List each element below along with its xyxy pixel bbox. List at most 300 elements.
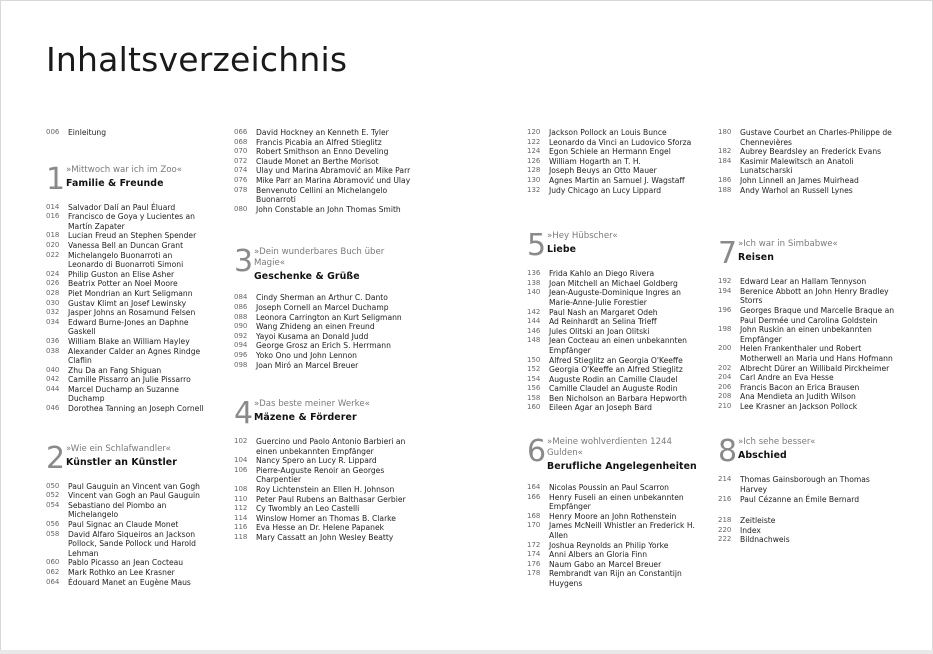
toc-entry: [527, 384, 705, 394]
chapter-title: Abschied: [738, 450, 787, 462]
toc-page-number: 172: [527, 540, 541, 549]
toc-entry: [234, 128, 412, 138]
toc-entry-text: Joseph Beuys an Otto Mauer: [549, 166, 657, 176]
toc-page-number: 056: [46, 520, 60, 529]
chapter-subtitle: »Mittwoch war ich im Zoo«: [66, 164, 182, 175]
chapter-title: Liebe: [547, 244, 577, 256]
toc-entry-text: John Linnell an James Muirhead: [740, 175, 859, 185]
toc-entry: [46, 404, 206, 414]
toc-entry-text: Paul Nash an Margaret Odeh: [549, 307, 658, 317]
toc-page-number: 192: [718, 277, 732, 286]
toc-page-number: 032: [46, 308, 60, 317]
toc-entry-text: Camille Pissarro an Julie Pissarro: [68, 375, 191, 385]
toc-page-number: 016: [46, 212, 60, 221]
chapter-8-list: [718, 475, 896, 504]
toc-entry-text: Jean-Auguste-Dominique Ingres an Marie-Anne-Julie Forestier: [549, 288, 681, 307]
toc-entry: [527, 403, 705, 413]
toc-entry: [234, 166, 412, 176]
toc-entry-text: William Blake an William Hayley: [68, 336, 190, 346]
toc-entry: [527, 279, 705, 289]
toc-entry-text: Eva Hesse an Dr. Helene Papanek: [256, 523, 385, 533]
toc-entry-text: Joshua Reynolds an Philip Yorke: [549, 540, 669, 550]
toc-entry-text: Gustave Courbet an Charles-Philippe de Chennevières: [740, 128, 892, 147]
toc-page-number: 144: [527, 317, 541, 326]
toc-entry: [718, 495, 896, 505]
toc-entry-text: Yoko Ono und John Lennon: [256, 350, 357, 360]
toc-entry-text: Zeitleiste: [740, 516, 776, 526]
toc-page-number: 182: [718, 147, 732, 156]
toc-page-number: 086: [234, 302, 248, 311]
toc-page-number: 120: [527, 128, 541, 136]
toc-entry-text: Agnes Martin an Samuel J. Wagstaff: [549, 175, 685, 185]
toc-entry-text: Pablo Picasso an Jean Cocteau: [68, 558, 184, 568]
toc-entry-text: Yayoi Kusama an Donald Judd: [256, 331, 369, 341]
toc-entry-text: Ana Mendieta an Judith Wilson: [740, 392, 856, 402]
toc-entry-text: Paul Signac an Claude Monet: [68, 520, 179, 530]
toc-entry-text: Leonora Carrington an Kurt Seligmann: [256, 312, 402, 322]
chapter-7-heading: [718, 236, 896, 272]
chapter-number: 8: [718, 434, 738, 470]
toc-page-number: 104: [234, 456, 248, 465]
toc-entry-text: Mary Cassatt an John Wesley Beatty: [256, 533, 394, 543]
toc-entry: [46, 203, 206, 213]
toc-entry-text: Frida Kahlo an Diego Rivera: [549, 269, 655, 279]
toc-page-number: 168: [527, 511, 541, 520]
toc-entry: [46, 491, 206, 501]
toc-column-1: [46, 128, 206, 587]
toc-page-number: 222: [718, 535, 732, 544]
toc-entry: [234, 322, 412, 332]
page-bottom-edge: [0, 650, 933, 654]
toc-page-number: 080: [234, 204, 248, 213]
toc-page-number: 040: [46, 365, 60, 374]
toc-entry-text: Albrecht Dürer an Willibald Pirckheimer: [740, 363, 890, 373]
toc-page-number: 072: [234, 156, 248, 165]
toc-page-number: 098: [234, 360, 248, 369]
toc-page-number: 094: [234, 341, 248, 350]
toc-page-number: 208: [718, 392, 732, 401]
chapter-4-heading: [234, 396, 412, 432]
chapter-number: 6: [527, 434, 547, 470]
toc-page-number: 180: [718, 128, 732, 136]
toc-page-number: 030: [46, 298, 60, 307]
chapter-title: Familie & Freunde: [66, 177, 164, 189]
toc-entry-text: Henry Moore an John Rothenstein: [549, 511, 677, 521]
chapter-subtitle: »Meine wohlverdienten 1244 Gulden«: [547, 437, 672, 459]
intro-list: [46, 128, 206, 138]
toc-entry: [46, 568, 206, 578]
toc-entry-text: Ben Nicholson an Barbara Hepworth: [549, 393, 687, 403]
toc-page-number: 130: [527, 175, 541, 184]
toc-page-number: 220: [718, 525, 732, 534]
toc-page-number: 066: [234, 128, 248, 136]
toc-entry: [46, 241, 206, 251]
toc-entry: [527, 512, 705, 522]
toc-entry-text: Naum Gabo an Marcel Breuer: [549, 559, 662, 569]
toc-entry: [46, 308, 206, 318]
toc-entry-text: Piet Mondrian an Kurt Seligmann: [68, 288, 193, 298]
toc-entry-text: Einleitung: [68, 128, 107, 137]
toc-page-number: 142: [527, 307, 541, 316]
chapter-1-heading: [46, 161, 206, 197]
toc-entry-text: Michelangelo Buonarroti an Leonardo di Buonarroti Simoni: [68, 250, 184, 270]
toc-entry: [718, 344, 896, 363]
chapter-2-list: [46, 482, 206, 588]
toc-entry-text: Pierre-Auguste Renoir an Georges Charpentier: [256, 465, 385, 485]
toc-page-number: 178: [527, 569, 541, 578]
toc-page-number: 112: [234, 504, 248, 513]
toc-entry: [718, 392, 896, 402]
toc-page-number: 088: [234, 312, 248, 321]
chapter-title: Künstler an Künstler: [66, 456, 177, 468]
toc-entry-text: Lucian Freud an Stephen Spender: [68, 231, 197, 241]
toc-column-2: [234, 128, 412, 543]
toc-entry: [234, 437, 412, 456]
toc-entry: [234, 466, 412, 485]
toc-entry-text: Joan Miró an Marcel Breuer: [256, 360, 359, 370]
toc-page-number: 068: [234, 137, 248, 146]
toc-entry: [46, 270, 206, 280]
toc-entry: [46, 231, 206, 241]
toc-page-number: 128: [527, 166, 541, 175]
toc-entry: [718, 383, 896, 393]
toc-entry-text: Gustav Klimt an Josef Lewinsky: [68, 298, 187, 308]
toc-entry: [234, 514, 412, 524]
toc-entry: [234, 523, 412, 533]
chapter-2-heading: [46, 440, 206, 476]
toc-entry: [527, 157, 705, 167]
toc-page-number: 158: [527, 393, 541, 402]
toc-page-number: 164: [527, 483, 541, 492]
toc-page-number: 064: [46, 577, 60, 586]
toc-page-number: 034: [46, 317, 60, 326]
toc-entry-text: Joan Mitchell an Michael Goldberg: [549, 278, 678, 288]
toc-page-number: 174: [527, 550, 541, 559]
toc-entry-text: Guercino und Paolo Antonio Barbieri an einen unbekannten Empfänger: [256, 437, 406, 456]
toc-entry: [46, 385, 206, 404]
toc-page-number: 176: [527, 559, 541, 568]
toc-entry-text: Anni Albers an Gloria Finn: [549, 550, 648, 560]
toc-entry: [718, 475, 896, 494]
chapter-1-list: [46, 203, 206, 414]
toc-page-number: 194: [718, 286, 732, 295]
toc-page-number: 026: [46, 279, 60, 288]
toc-page-number: 090: [234, 322, 248, 331]
toc-page-number: 140: [527, 288, 541, 297]
toc-entry-text: Cy Twombly an Leo Castelli: [256, 504, 360, 514]
toc-entry: [46, 520, 206, 530]
toc-entry-text: Zhu Da an Fang Shiguan: [68, 365, 162, 375]
chapter-7-list: [718, 277, 896, 411]
toc-entry: [234, 504, 412, 514]
chapter-subtitle: »Dein wunderbares Buch über Magie«: [254, 247, 385, 269]
toc-entry-text: Beatrix Potter an Noel Moore: [68, 279, 178, 289]
toc-entry-text: Peter Paul Rubens an Balthasar Gerbier: [256, 494, 406, 504]
toc-entry: [234, 293, 412, 303]
toc-entry: [527, 493, 705, 512]
toc-entry: [718, 373, 896, 383]
toc-entry-text: David Alfaro Siqueiros an Jackson Pollock, Sande Pollock und Harold Lehman: [68, 529, 196, 558]
toc-page-number: 028: [46, 288, 60, 297]
toc-page-number: 214: [718, 475, 732, 484]
toc-entry: [718, 128, 896, 147]
toc-entry: [718, 526, 896, 536]
toc-page-number: 154: [527, 374, 541, 383]
toc-entry: [527, 317, 705, 327]
toc-entry: [527, 166, 705, 176]
toc-entry-text: Georgia O'Keeffe an Alfred Stieglitz: [549, 365, 683, 375]
toc-page-number: 018: [46, 231, 60, 240]
toc-entry: [527, 569, 705, 588]
toc-entry-text: Camille Claudel an Auguste Rodin: [549, 384, 678, 394]
column-4-top-list: [718, 128, 896, 195]
toc-page-number: 058: [46, 529, 60, 538]
toc-entry-text: Auguste Rodin an Camille Claudel: [549, 374, 678, 384]
toc-entry-text: Leonardo da Vinci an Ludovico Sforza: [549, 137, 692, 147]
toc-entry-text: Aubrey Beardsley an Frederick Evans: [740, 147, 882, 157]
toc-entry: [234, 147, 412, 157]
toc-entry-text: Index: [740, 525, 761, 535]
chapter-title: Reisen: [738, 252, 775, 264]
toc-entry-text: Henry Fuseli an einen unbekannten Empfänger: [549, 492, 684, 512]
toc-entry-text: Alexander Calder an Agnes Rindge Claflin: [68, 346, 201, 366]
toc-entry: [527, 308, 705, 318]
toc-entry: [527, 521, 705, 540]
toc-entry: [234, 138, 412, 148]
toc-entry: [234, 351, 412, 361]
toc-page-number: 196: [718, 305, 732, 314]
toc-page-number: 210: [718, 401, 732, 410]
toc-entry-text: Robert Smithson an Enno Develing: [256, 147, 389, 157]
toc-page-number: 044: [46, 384, 60, 393]
toc-entry: [527, 375, 705, 385]
toc-page-number: 118: [234, 533, 248, 542]
toc-entry: [527, 147, 705, 157]
toc-entry-text: Thomas Gainsborough an Thomas Harvey: [740, 475, 870, 495]
toc-page-number: 188: [718, 185, 732, 194]
chapter-subtitle: »Hey Hübscher«: [547, 231, 618, 242]
toc-entry: [46, 337, 206, 347]
toc-entry: [46, 482, 206, 492]
toc-entry-text: Joseph Cornell an Marcel Duchamp: [256, 302, 389, 312]
toc-entry: [527, 336, 705, 355]
toc-page-number: 070: [234, 147, 248, 156]
toc-entry-text: Jackson Pollock an Louis Bunce: [549, 128, 667, 137]
toc-entry: [234, 332, 412, 342]
toc-entry: [527, 394, 705, 404]
chapter-number: 4: [234, 396, 254, 432]
toc-entry-text: Winslow Homer an Thomas B. Clarke: [256, 513, 396, 523]
toc-page-number: 150: [527, 355, 541, 364]
toc-entry-text: Wang Zhideng an einen Freund: [256, 322, 375, 332]
column-3-top-list: [527, 128, 705, 195]
chapter-6-list: [527, 483, 705, 589]
toc-entry-text: Philip Guston an Elise Asher: [68, 269, 175, 279]
toc-entry: [46, 530, 206, 559]
toc-page-number: 020: [46, 240, 60, 249]
toc-entry-text: William Hogarth an T. H.: [549, 156, 641, 166]
toc-entry-text: Bildnachweis: [740, 535, 790, 545]
toc-page-number: 038: [46, 346, 60, 355]
toc-entry-text: Mike Parr an Marina Abramović und Ulay: [256, 175, 411, 185]
toc-column-3: [527, 128, 705, 589]
chapter-3-list: [234, 293, 412, 370]
toc-entry: [46, 251, 206, 270]
toc-entry-text: Egon Schiele an Hermann Engel: [549, 147, 671, 157]
toc-entry-text: Ad Reinhardt an Selina Trieff: [549, 317, 657, 327]
toc-entry: [234, 495, 412, 505]
toc-entry: [527, 483, 705, 493]
toc-page-number: 096: [234, 350, 248, 359]
toc-page-number: 184: [718, 156, 732, 165]
toc-entry: [46, 578, 206, 588]
toc-entry-text: Jean Cocteau an einen unbekannten Empfänger: [549, 336, 687, 355]
toc-entry-text: Edward Burne-Jones an Daphne Gaskell: [68, 317, 189, 337]
toc-page-number: 136: [527, 269, 541, 278]
toc-entry-text: Judy Chicago an Lucy Lippard: [549, 185, 662, 195]
toc-page-number: 042: [46, 375, 60, 384]
toc-entry: [46, 299, 206, 309]
toc-page-number: 092: [234, 331, 248, 340]
toc-entry: [527, 128, 705, 138]
toc-page-number: 110: [234, 494, 248, 503]
toc-page-number: 152: [527, 365, 541, 374]
toc-entry: [46, 318, 206, 337]
toc-page-number: 200: [718, 344, 732, 353]
chapter-5-heading: [527, 228, 705, 264]
toc-entry: [46, 501, 206, 520]
toc-entry-text: Nancy Spero an Lucy R. Lippard: [256, 456, 377, 466]
toc-entry-text: Benvenuto Cellini an Michelangelo Buonarroti: [256, 185, 388, 205]
toc-page-number: 138: [527, 278, 541, 287]
toc-entry-text: Edward Lear an Hallam Tennyson: [740, 277, 867, 287]
toc-page-number: 106: [234, 465, 248, 474]
chapter-number: 7: [718, 236, 738, 272]
page-title: Inhaltsverzeichnis: [46, 40, 348, 79]
toc-entry-text: Roy Lichtenstein an Ellen H. Johnson: [256, 485, 395, 495]
toc-entry-text: John Constable an John Thomas Smith: [256, 204, 401, 214]
toc-page-number: 204: [718, 373, 732, 382]
toc-entry-text: Édouard Manet an Eugène Maus: [68, 577, 191, 587]
toc-entry-text: Eileen Agar an Joseph Bard: [549, 403, 652, 413]
toc-page-number: 160: [527, 403, 541, 412]
toc-page-number: 014: [46, 202, 60, 211]
toc-entry: [527, 288, 705, 307]
toc-page-number: 078: [234, 185, 248, 194]
toc-entry-text: Francis Picabia an Alfred Stieglitz: [256, 137, 382, 147]
toc-entry-text: Berenice Abbott an John Henry Bradley Storrs: [740, 286, 889, 306]
toc-page-number: 108: [234, 485, 248, 494]
toc-page-number: 052: [46, 491, 60, 500]
toc-page-number: 024: [46, 269, 60, 278]
toc-page-number: 046: [46, 404, 60, 413]
toc-page-number: 102: [234, 437, 248, 446]
toc-entry-text: Helen Frankenthaler und Robert Motherwell an Maria und Hans Hofmann: [740, 344, 893, 363]
toc-entry: [234, 303, 412, 313]
toc-entry-text: Alfred Stieglitz an Georgia O'Keeffe: [549, 355, 683, 365]
toc-entry: [527, 356, 705, 366]
toc-page-number: 074: [234, 166, 248, 175]
toc-page-number: 054: [46, 500, 60, 509]
toc-entry-text: Salvador Dalí an Paul Éluard: [68, 202, 176, 212]
chapter-number: 2: [46, 440, 66, 476]
toc-entry: [718, 325, 896, 344]
toc-entry: [527, 560, 705, 570]
toc-page-number: 124: [527, 147, 541, 156]
chapter-title: Mäzene & Förderer: [254, 412, 357, 424]
toc-entry: [46, 558, 206, 568]
toc-entry: [234, 456, 412, 466]
toc-page-number: 216: [718, 494, 732, 503]
toc-entry-text: Paul Gauguin an Vincent van Gogh: [68, 481, 200, 491]
toc-entry-text: Dorothea Tanning an Joseph Cornell: [68, 404, 204, 414]
toc-column-4: [718, 128, 896, 545]
chapter-subtitle: »Ich sehe besser«: [738, 437, 816, 448]
toc-entry-text: Jasper Johns an Rosamund Felsen: [68, 308, 196, 318]
toc-entry-text: Claude Monet an Berthe Morisot: [256, 156, 379, 166]
toc-page-number: 148: [527, 336, 541, 345]
chapter-number: 3: [234, 244, 254, 280]
column-2-top-list: [234, 128, 412, 214]
toc-entry-text: David Hockney an Kenneth E. Tyler: [256, 128, 389, 137]
toc-entry-text: Jules Olitski an Joan Olitski: [549, 326, 650, 336]
chapter-subtitle: »Das beste meiner Werke«: [254, 399, 370, 410]
toc-entry: [234, 186, 412, 205]
toc-entry-text: Carl Andre an Eva Hesse: [740, 373, 834, 383]
toc-entry: [718, 176, 896, 186]
toc-page-number: 126: [527, 156, 541, 165]
toc-entry-text: Georges Braque und Marcelle Braque an Paul Dermée und Carolina Goldstein: [740, 305, 895, 325]
toc-page-number: 036: [46, 336, 60, 345]
toc-page-number: 218: [718, 516, 732, 525]
toc-entry: [718, 287, 896, 306]
toc-entry-text: Kasimir Malewitsch an Anatoli Lunatscharski: [740, 156, 854, 176]
toc-entry-text: Paul Cézanne an Émile Bernard: [740, 494, 860, 504]
toc-page-number: 122: [527, 137, 541, 146]
toc-entry: [234, 313, 412, 323]
toc-entry-text: Francisco de Goya y Lucientes an Martín Zapater: [68, 212, 195, 231]
toc-page-number: 022: [46, 250, 60, 259]
toc-entry: [527, 550, 705, 560]
toc-entry: [527, 269, 705, 279]
toc-page-number: 084: [234, 293, 248, 302]
toc-entry: [718, 186, 896, 196]
toc-entry-text: Cindy Sherman an Arthur C. Danto: [256, 293, 388, 303]
toc-entry-text: Nicolas Poussin an Paul Scarron: [549, 483, 669, 493]
toc-entry: [234, 205, 412, 215]
chapter-title: Geschenke & Grüße: [254, 271, 360, 283]
chapter-number: 5: [527, 228, 547, 264]
toc-entry: [46, 212, 206, 231]
toc-page-number: 198: [718, 325, 732, 334]
toc-page-number: 050: [46, 481, 60, 490]
toc-entry: [234, 533, 412, 543]
chapter-number: 1: [46, 161, 66, 197]
toc-entry-text: John Ruskin an einen unbekannten Empfänger: [740, 325, 872, 344]
chapter-5-list: [527, 269, 705, 413]
toc-entry: [718, 157, 896, 176]
toc-entry: [718, 147, 896, 157]
chapter-6-heading: [527, 434, 705, 473]
toc-entry-text: Ulay und Marina Abramović an Mike Parr: [256, 166, 411, 176]
toc-entry: [527, 138, 705, 148]
toc-page-number: 186: [718, 175, 732, 184]
toc-entry: [718, 516, 896, 526]
toc-entry-text: Andy Warhol an Russell Lynes: [740, 185, 853, 195]
toc-entry-text: Rembrandt van Rijn an Constantijn Huygens: [549, 569, 682, 588]
toc-entry-text: Mark Rothko an Lee Krasner: [68, 568, 175, 577]
toc-page-number: 156: [527, 384, 541, 393]
